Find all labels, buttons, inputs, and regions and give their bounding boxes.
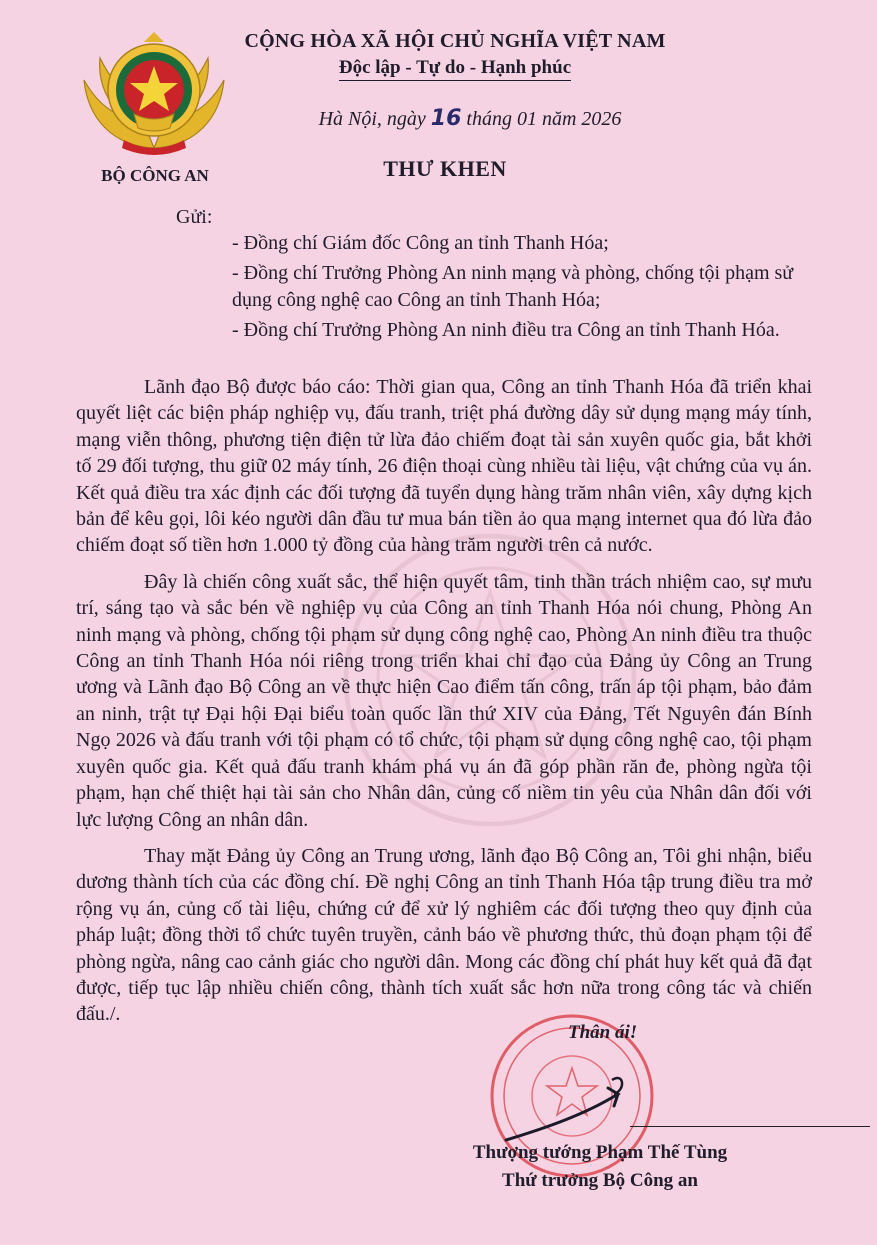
recipient-list	[232, 230, 832, 347]
recipient-item: - Đồng chí Trưởng Phòng An ninh điều tra Công an tỉnh Thanh Hóa.	[232, 319, 780, 341]
recipient-item: - Đồng chí Giám đốc Công an tỉnh Thanh Hóa;	[232, 232, 609, 254]
nation-heading: CỘNG HÒA XÃ HỘI CHỦ NGHĨA VIỆT NAM	[244, 30, 666, 52]
letter-body	[76, 374, 812, 1038]
body-paragraph: Lãnh đạo Bộ được báo cáo: Thời gian qua, Công an tỉnh Thanh Hóa đã triển khai quyết liệt các biện pháp nghiệp vụ, đấu tranh, triệt phá đường dây sử dụng mạng máy tính, mạng viễn thông, phương tiện điện tử lừa đảo chiếm đoạt tài sản xuyên quốc gia, bắt khởi tố 29 đối tượng, thu giữ 02 máy tính, 26 điện thoại cùng nhiều tài liệu, vật chứng của vụ án. Kết quả điều tra xác định các đối tượng đã tuyển dụng hàng trăm nhân viên, xây dựng kịch bản để kêu gọi, lôi kéo người dân đầu tư mua bán tiền ảo qua mạng internet qua đó lừa đảo chiếm đoạt số tiền hơn 1.000 tỷ đồng của hàng trăm người trên cả nước.	[76, 376, 812, 557]
closing-salutation: Thân ái!	[568, 1022, 638, 1043]
org-name: BỘ CÔNG AN	[101, 166, 209, 185]
date-day: 16	[430, 106, 462, 131]
signer-name: Thượng tướng Phạm Thế Tùng	[472, 1142, 728, 1163]
signer-title: Thứ trưởng Bộ Công an	[502, 1170, 698, 1191]
motto-text: Độc lập - Tự do - Hạnh phúc	[339, 57, 571, 81]
national-motto	[190, 57, 720, 79]
date-line	[260, 106, 680, 131]
body-paragraph: Thay mặt Đảng ủy Công an Trung ương, lãnh đạo Bộ Công an, Tôi ghi nhận, biểu dương thành tích của các đồng chí. Đề nghị Công an tỉnh Thanh Hóa tập trung điều tra mở rộng vụ án, củng cố tài liệu, chứng cứ để xử lý nghiêm các đối tượng theo quy định của pháp luật; đồng thời tổ chức tuyên truyền, cảnh báo về phương thức, thủ đoạn phạm tội để phòng ngừa, nâng cao cảnh giác cho người dân. Mong các đồng chí phát huy kết quả đã đạt được, tiếp tục lập nhiều chiến công, thành tích xuất sắc hơn nữa trong công tác và chiến đấu./.	[76, 844, 812, 1026]
body-paragraph: Đây là chiến công xuất sắc, thể hiện quyết tâm, tinh thần trách nhiệm cao, sự mưu trí, sáng tạo và sắc bén về nghiệp vụ của Công an tỉnh Thanh Hóa nói chung, Phòng An ninh mạng và phòng, chống tội phạm sử dụng công nghệ cao, Phòng An ninh điều tra thuộc Công an tỉnh Thanh Hóa nói riêng trong triển khai chỉ đạo của Đảng ủy Công an Trung ương và Lãnh đạo Bộ Công an về thực hiện Cao điểm tấn công, trấn áp tội phạm, bảo đảm an ninh, trật tự Đại hội Đại biểu toàn quốc lần thứ XIV của Đảng, Tết Nguyên đán Bính Ngọ 2026 và đấu tranh với tội phạm có tổ chức, tội phạm sử dụng công nghệ cao, tội phạm xuyên quốc gia. Kết quả đấu tranh khám phá vụ án đã góp phần răn đe, phòng ngừa tội phạm, hạn chế thiệt hại tài sản cho Nhân dân, củng cố niềm tin yêu của Nhân dân đối với lực lượng Công an nhân dân.	[76, 570, 812, 831]
document-title: THƯ KHEN	[383, 156, 507, 181]
signature-line	[630, 1126, 870, 1127]
date-suffix: tháng 01 năm 2026	[461, 108, 622, 130]
recipient-item: - Đồng chí Trưởng Phòng An ninh mạng và phòng, chống tội phạm sử dụng công nghệ cao Công an tỉnh Thanh Hóa;	[232, 262, 794, 311]
to-label: Gửi:	[176, 206, 213, 228]
date-prefix: Hà Nội, ngày	[318, 108, 431, 130]
